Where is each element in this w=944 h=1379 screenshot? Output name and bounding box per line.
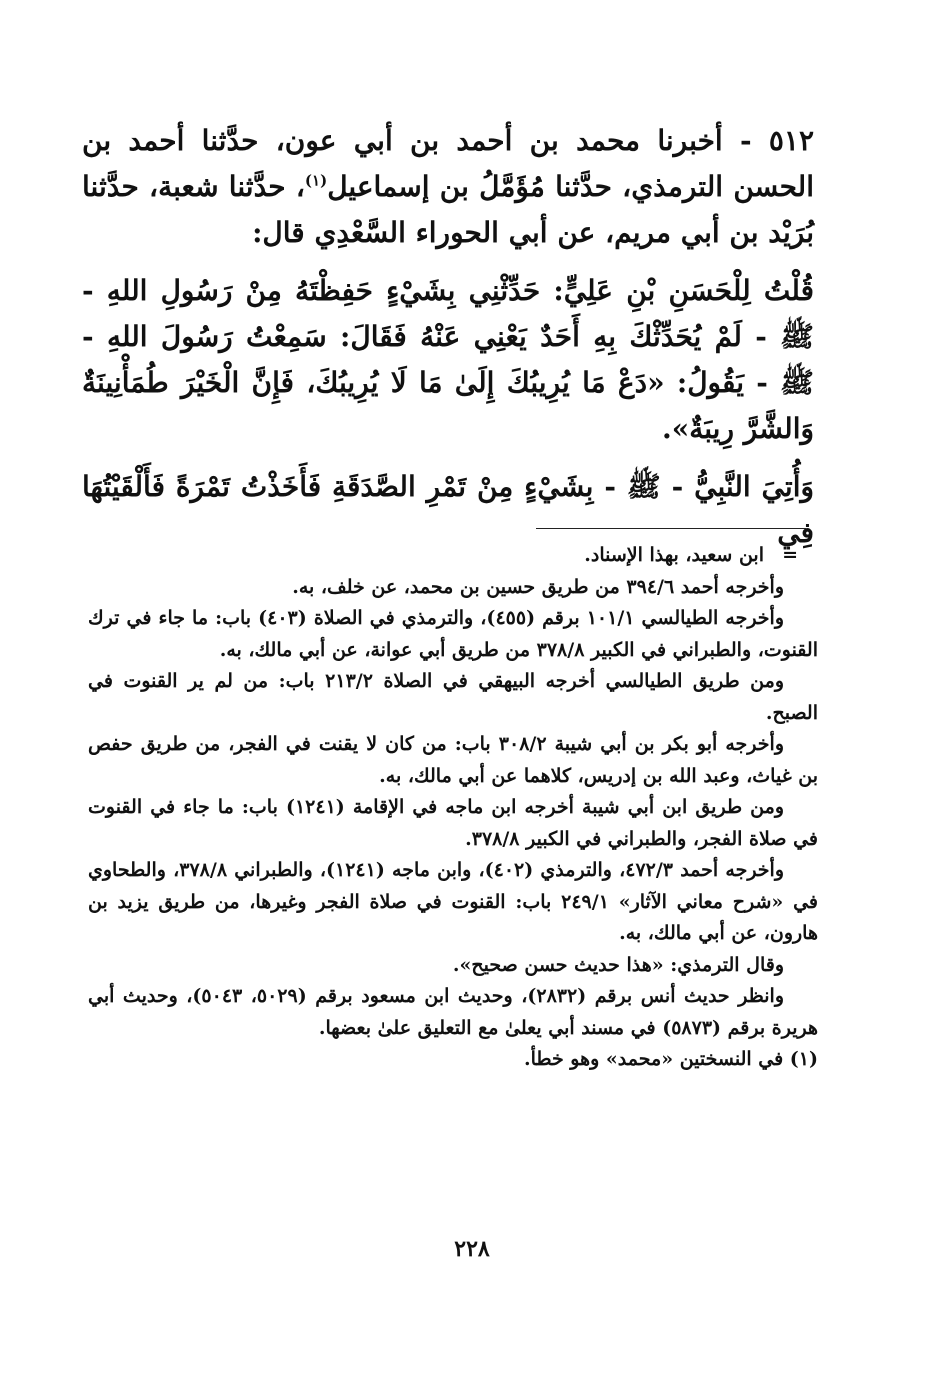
footnotes [88, 540, 818, 1076]
isnad-text: أخبرنا محمد بن أحمد بن أبي عون، حدَّثنا أحمد بن الحسن الترمذي، حدَّثنا مُؤَمَّلُ بن إسماعيل [82, 124, 814, 203]
note-paragraph: وأخرجه الطيالسي ١٠١/١ برقم (٤٥٥)، والترمذي في الصلاة (٤٠٣) باب: ما جاء في ترك القنوت، والطبراني في الكبير ٣٧٨/٨ من طريق أبي عوانة، عن أبي مالك، به. [88, 607, 818, 661]
note-paragraph: وأخرجه أبو بكر بن أبي شيبة ٣٠٨/٢ باب: من كان لا يقنت في الفجر، من طريق حفص بن غياث، وعبد الله بن إدريس، كلاهما عن أبي مالك، به. [88, 733, 818, 787]
note-continuation [88, 540, 798, 572]
footnote-1: (١) في النسختين «محمد» وهو خطأ. [523, 1048, 818, 1070]
footnote-ref: (١) [304, 171, 328, 190]
hadith-dash: - [722, 124, 752, 157]
note-paragraph: وانظر حديث أنس برقم (٢٨٣٢)، وحديث ابن مسعود برقم (٥٠٢٩، ٥٠٤٣)، وحديث أبي هريرة برقم (٥٨٧٣) في مسند أبي يعلىٰ مع التعليق علىٰ بعضها. [88, 985, 818, 1039]
note-paragraph: ومن طريق ابن أبي شيبة أخرجه ابن ماجه في الإقامة (١٢٤١) باب: ما جاء في القنوت في صلاة الفجر، والطبراني في الكبير ٣٧٨/٨. [88, 796, 818, 850]
continuation-mark: = [782, 544, 798, 566]
hadith-isnad [82, 118, 814, 256]
note-paragraph: وأخرجه أحمد ٤٧٢/٣، والترمذي (٤٠٢)، وابن ماجه (١٢٤١)، والطبراني ٣٧٨/٨، والطحاوي في «شرح معاني الآثار» ٢٤٩/١ باب: القنوت في صلاة الفجر وغيرها، من طريق يزيد بن هارون، عن أبي مالك، به. [88, 859, 819, 944]
page-number: ٢٢٨ [454, 1236, 490, 1262]
note-paragraph: ومن طريق الطيالسي أخرجه البيهقي في الصلاة ٢١٣/٢ باب: من لم ير القنوت في الصبح. [88, 670, 818, 724]
hadith-matn-1: قُلْتُ لِلْحَسَنِ بْنِ عَلِيٍّ: حَدِّثْنِي بِشَيْءٍ حَفِظْتَهُ مِنْ رَسُولِ اللهِ - ﷺ - لَمْ يُحَدِّثْكَ بِهِ أَحَدٌ يَعْنِي عَنْهُ فَقَالَ: سَمِعْتُ رَسُولَ اللهِ - ﷺ - يَقُولُ: «دَعْ مَا يُرِيبُكَ إِلَىٰ مَا لَا يُرِيبُكَ، فَإِنَّ الْخَيْرَ طُمَأْنِينَةٌ وَالشَّرَّ رِيبَةٌ». [82, 274, 814, 445]
hadith-number: ٥١٢ [768, 124, 814, 157]
isnad-rest: ، حدَّثنا شعبة، حدَّثنا بُرَيْد بن أبي مريم، عن أبي الحوراء السَّعْدِي قال: [82, 170, 814, 249]
continuation-text: ابن سعيد، بهذا الإسناد. [584, 544, 764, 566]
hadith-matn-2: وَأُتِيَ النَّبِيُّ - ﷺ - بِشَيْءٍ مِنْ تَمْرِ الصَّدَقَةِ فَأَخَذْتُ تَمْرَةً فَأَلْقَيْتُهَا فِي [82, 470, 814, 549]
note-paragraph: وقال الترمذي: «هذا حديث حسن صحيح». [452, 953, 784, 976]
footnote-separator [536, 528, 806, 529]
main-text [82, 118, 814, 556]
note-paragraph: وأخرجه أحمد ٣٩٤/٦ من طريق حسين بن محمد، عن خلف، به. [292, 575, 784, 598]
